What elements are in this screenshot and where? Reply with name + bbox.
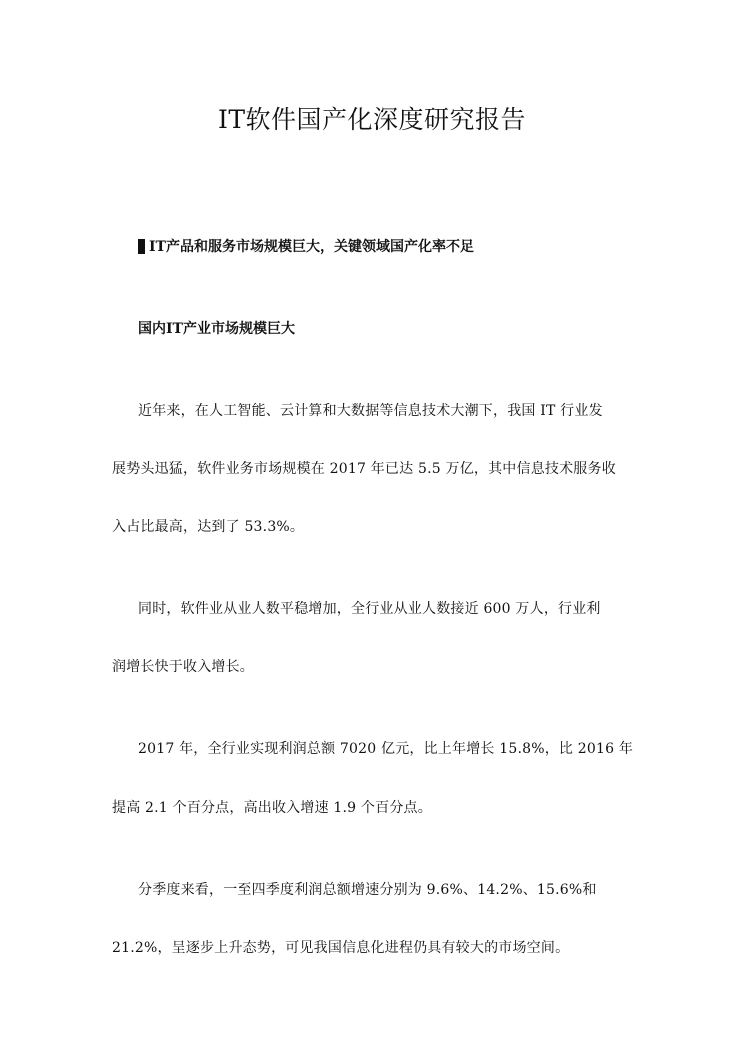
paragraph-4-line-1: 分季度来看，一至四季度利润总额增速分别为 9.6%、14.2%、15.6%和 <box>138 882 597 898</box>
paragraph-2-line-2: 润增长快于收入增长。 <box>112 659 254 675</box>
subsection-heading: 国内IT产业市场规模巨大 <box>138 321 295 337</box>
paragraph-1-line-1: 近年来，在人工智能、云计算和大数据等信息技术大潮下，我国 IT 行业发 <box>138 403 603 419</box>
paragraph-2-line-1: 同时，软件业从业人数平稳增加，全行业从业人数接近 600 万人，行业利 <box>138 601 601 617</box>
heading-bullet-icon <box>138 239 145 254</box>
section-heading <box>138 236 474 256</box>
paragraph-3-line-1: 2017 年，全行业实现利润总额 7020 亿元，比上年增长 15.8%，比 2016 年 <box>138 741 634 757</box>
paragraph-1-line-2: 展势头迅猛，软件业务市场规模在 2017 年已达 5.5 万亿，其中信息技术服务收 <box>112 461 616 477</box>
paragraph-4-line-2: 21.2%，呈逐步上升态势，可见我国信息化进程仍具有较大的市场空间。 <box>112 940 570 956</box>
section-heading-text: IT产品和服务市场规模巨大，关键领域国产化率不足 <box>149 239 474 255</box>
document-title: IT软件国产化深度研究报告 <box>217 105 527 134</box>
paragraph-1-line-3: 入占比最高，达到了 53.3%。 <box>112 519 305 535</box>
paragraph-3-line-2: 提高 2.1 个百分点，高出收入增速 1.9 个百分点。 <box>112 800 432 816</box>
